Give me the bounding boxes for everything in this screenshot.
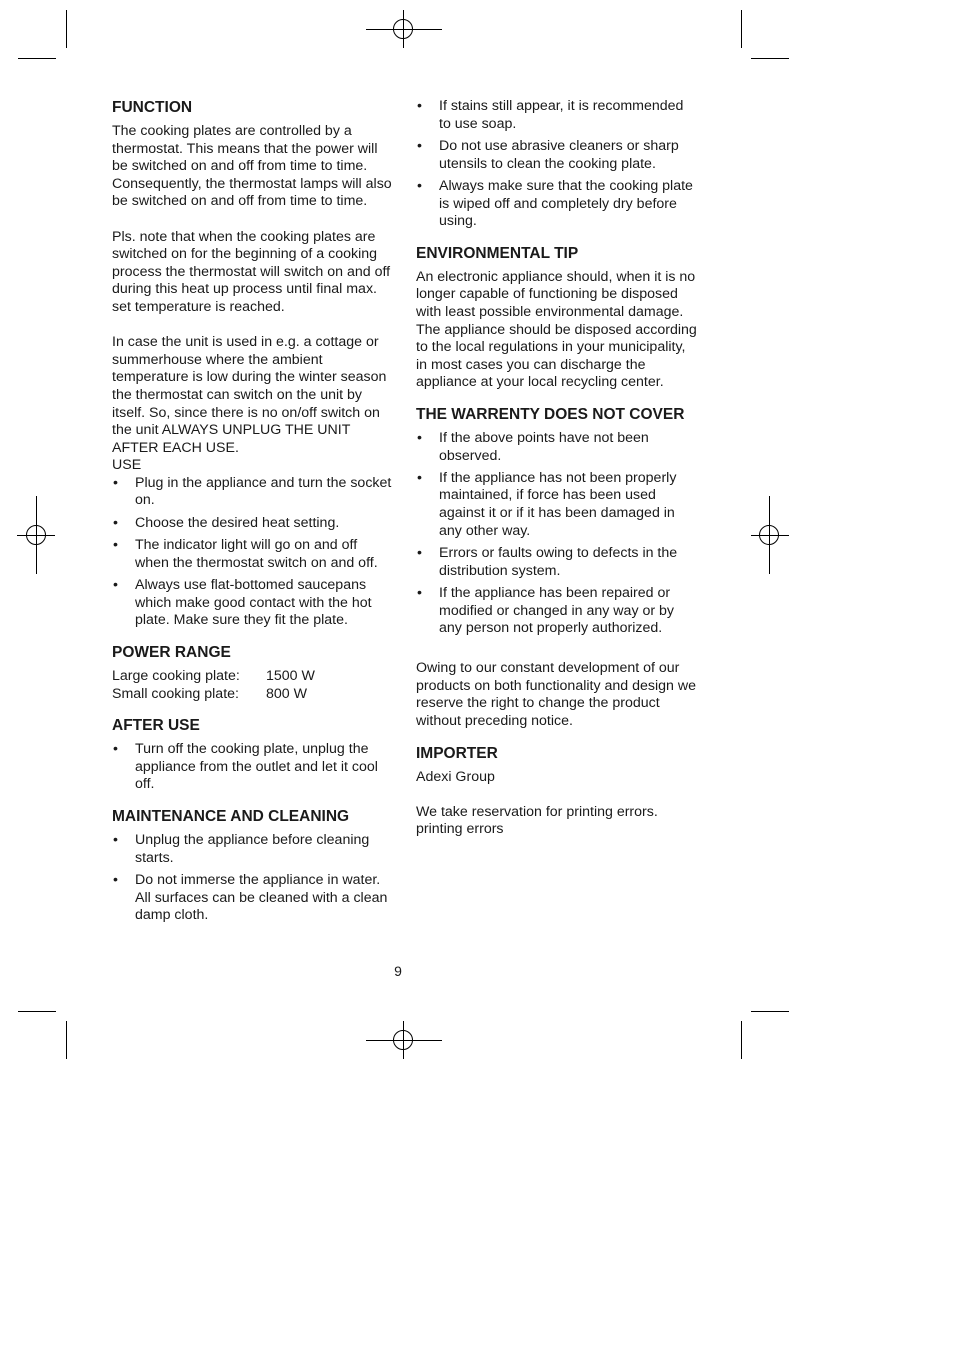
maintenance-list [112,832,392,925]
reservation-text: We take reservation for printing errors. [416,803,658,820]
power-range-section [112,643,392,703]
list-item: • Plug in the appliance and turn the socket on. [112,475,392,510]
power-row-large [112,668,392,686]
maintenance-title: MAINTENANCE AND CLEANING [112,807,350,825]
environmental-section [416,244,698,392]
power-value: 1500 W [266,668,315,685]
list-item: • Unplug the appliance before cleaning starts. [112,832,392,867]
list-item: • If the appliance has been repaired or modified or changed in any way or by any person not properly authorized. [416,585,698,638]
power-row-small [112,686,392,704]
right-column [416,98,698,839]
list-item: • If the appliance has not been properly maintained, if force has been used against it or if it has been damaged in any other way. [416,470,698,540]
power-label: Small cooking plate: [112,685,239,702]
printing-errors-text: printing errors [416,821,504,838]
function-paragraph-2: Pls. note that when the cooking plates are switched on for the beginning of a cooking process the thermostat will switch on and off during this heat up process until final max. set temperature is reached. [112,228,391,315]
function-title: FUNCTION [112,99,193,116]
function-section [112,98,392,630]
left-column [112,98,392,930]
after-use-section [112,716,392,794]
importer-name: Adexi Group [416,768,495,785]
list-item: • Choose the desired heat setting. [112,515,392,533]
importer-title: IMPORTER [416,744,498,762]
page-number: 9 [394,963,402,979]
list-item: • The indicator light will go on and off when the thermostat switch on and off. [112,537,392,572]
list-item: • Do not immerse the appliance in water. All surfaces can be cleaned with a clean damp cloth. [112,872,392,925]
power-range-title: POWER RANGE [112,644,231,662]
after-use-title: AFTER USE [112,717,200,735]
warranty-title: THE WARRENTY DOES NOT COVER [416,405,685,423]
warranty-section [416,405,698,731]
function-paragraph-3: In case the unit is used in e.g. a cottage or summerhouse where the ambient temperature is low during the winter season the thermostat can switch on the unit by itself. So, since there is no on/off switch on the unit ALWAYS UNPLUG THE UNIT AFTER EACH USE. [112,334,387,456]
list-item: • Turn off the cooking plate, unplug the appliance from the outlet and let it cool off. [112,741,392,794]
environmental-title: ENVIRONMENTAL TIP [416,244,579,262]
environmental-text: An electronic appliance should, when it is no longer capable of functioning be disposed with least possible environmental damage. The appliance should be disposed according to the local regulations in your municipality, in most cases you can discharge the appliance at your local recycling center. [416,268,697,391]
list-item: • Always make sure that the cooking plate is wiped off and completely dry before using. [416,178,698,231]
power-value: 800 W [266,685,308,702]
maintenance-section [112,807,392,925]
list-item: • If the above points have not been observed. [416,430,698,465]
importer-section [416,744,698,839]
list-item: • Errors or faults owing to defects in the distribution system. [416,545,698,580]
power-label: Large cooking plate: [112,668,240,685]
warranty-list [416,430,698,638]
list-item: • Always use flat-bottomed saucepans which make good contact with the hot plate. Make sure they fit the plate. [112,577,392,630]
use-list [112,475,392,630]
use-label: USE [112,457,142,474]
warranty-note: Owing to our constant development of our products on both functionality and design we reserve the right to change the product without preceding notice. [416,660,696,729]
function-paragraph-1: The cooking plates are controlled by a thermostat. This means that the power will be switched on and off from time to time. Consequently, the thermostat lamps will also be switched on and off from time to time. [112,123,392,210]
list-item: • If stains still appear, it is recommended to use soap. [416,98,698,133]
list-item: • Do not use abrasive cleaners or sharp utensils to clean the cooking plate. [416,138,698,173]
cleaning-list [416,98,698,231]
after-use-list [112,741,392,794]
